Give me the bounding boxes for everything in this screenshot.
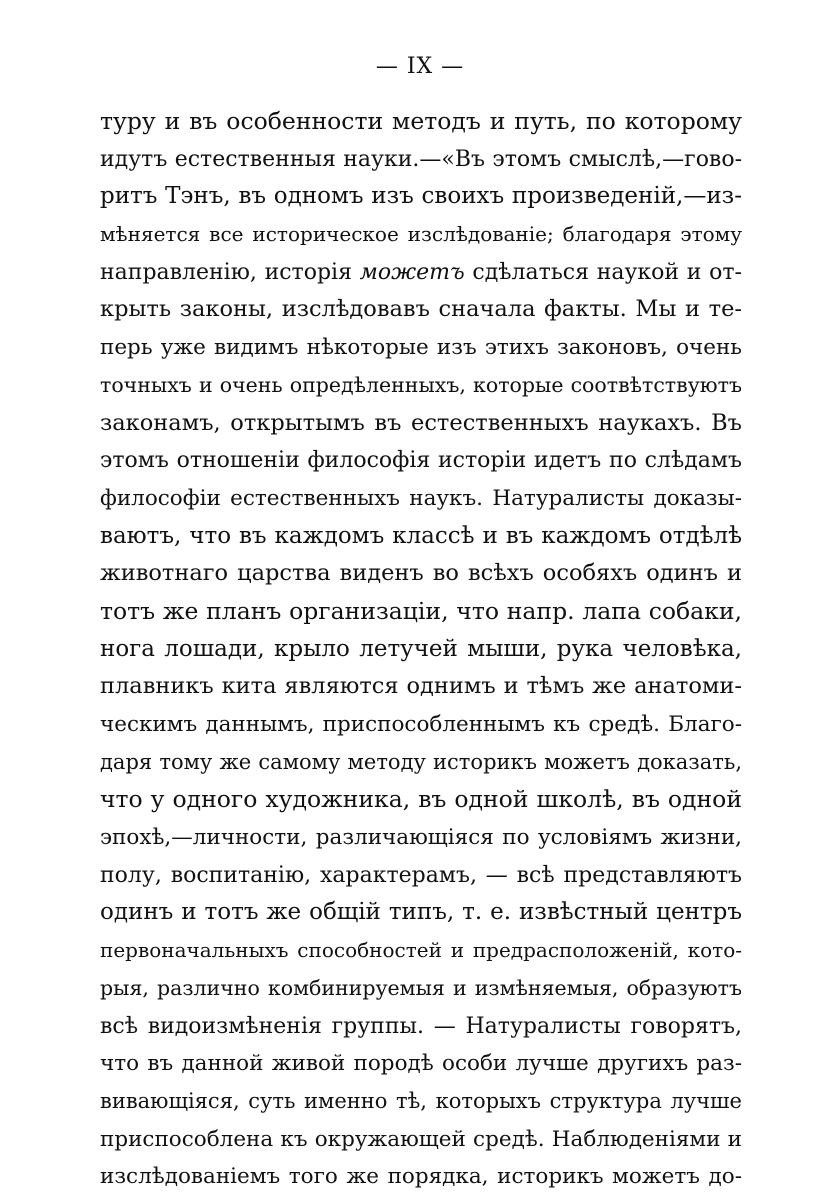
text-line: полу, воспитанію, характерамъ, — всѣ представляютъ: [100, 862, 742, 888]
italic-word: можетъ: [359, 259, 465, 285]
text-line: изслѣдованіемъ того же порядка, историкъ можетъ до-: [100, 1164, 742, 1190]
text-line-with-italic: [100, 254, 742, 292]
text-line: эпохѣ,—личности, различающіяся по условіямъ жизни,: [100, 825, 742, 851]
text-line: что въ данной живой породѣ особи лучше другихъ раз-: [100, 1051, 742, 1077]
text-line: крыть законы, изслѣдовавъ сначала факты. Мы и те-: [100, 296, 742, 323]
text-line: этомъ отношеніи философія исторіи идетъ по слѣдамъ: [100, 448, 742, 474]
text-line: даря тому же самому методу историкъ можетъ доказать,: [100, 749, 742, 774]
page-number: — IX —: [375, 54, 465, 79]
text-line: идутъ естественныя науки.—«Въ этомъ смыслѣ,—гово-: [100, 146, 742, 172]
text-line: плавникъ кита являются однимъ и тѣмъ же анатоми-: [100, 673, 742, 700]
text-line: первоначальныхъ способностей и предрасположеній, кото-: [100, 938, 742, 963]
text-line: туру и въ особенности методъ и путь, по которому: [100, 107, 742, 135]
text-line: всѣ видоизмѣненія группы. — Натуралисты говорятъ,: [100, 1013, 742, 1039]
text-line: вивающіяся, суть именно тѣ, которыхъ структура лучше: [100, 1088, 742, 1113]
text-line: ритъ Тэнъ, въ одномъ изъ своихъ произведеній,—из-: [100, 183, 742, 210]
text-line: что у одного художника, въ одной школѣ, въ одной: [100, 785, 742, 814]
text-line: перь уже видимъ нѣкоторые изъ этихъ законовъ, очень: [100, 335, 742, 361]
body-text: [100, 103, 742, 1196]
text-line: животнаго царства виденъ во всѣхъ особяхъ одинъ и: [100, 560, 742, 587]
text-line: точныхъ и очень опредѣленныхъ, которые соотвѣтствуютъ: [100, 372, 742, 397]
text-line: ваютъ, что въ каждомъ классѣ и въ каждомъ отдѣлѣ: [100, 522, 742, 549]
text-line: нога лошади, крыло летучей мыши, рука человѣка,: [100, 635, 742, 662]
text-line: тотъ же планъ организаціи, что напр. лапа собаки,: [100, 596, 742, 625]
text-span: направленію, исторія: [100, 259, 360, 285]
text-line: приспособлена къ окружающей средѣ. Наблюденіями и: [100, 1126, 742, 1152]
text-line: одинъ и тотъ же общій типъ, т. е. извѣстный центръ: [100, 899, 742, 926]
text-line: ческимъ даннымъ, приспособленнымъ къ средѣ. Благо-: [100, 712, 742, 737]
text-line: мѣняется все историческое изслѣдованіе; благодаря этому: [100, 222, 742, 247]
text-line: рыя, различно комбинируемыя и измѣняемыя, образуютъ: [100, 975, 742, 1000]
text-line: философіи естественныхъ наукъ. Натуралисты доказы-: [100, 485, 742, 511]
text-line: законамъ, открытымъ въ естественныхъ наукахъ. Въ: [100, 409, 742, 436]
text-span: сдѣлаться наукой и от-: [464, 259, 742, 285]
